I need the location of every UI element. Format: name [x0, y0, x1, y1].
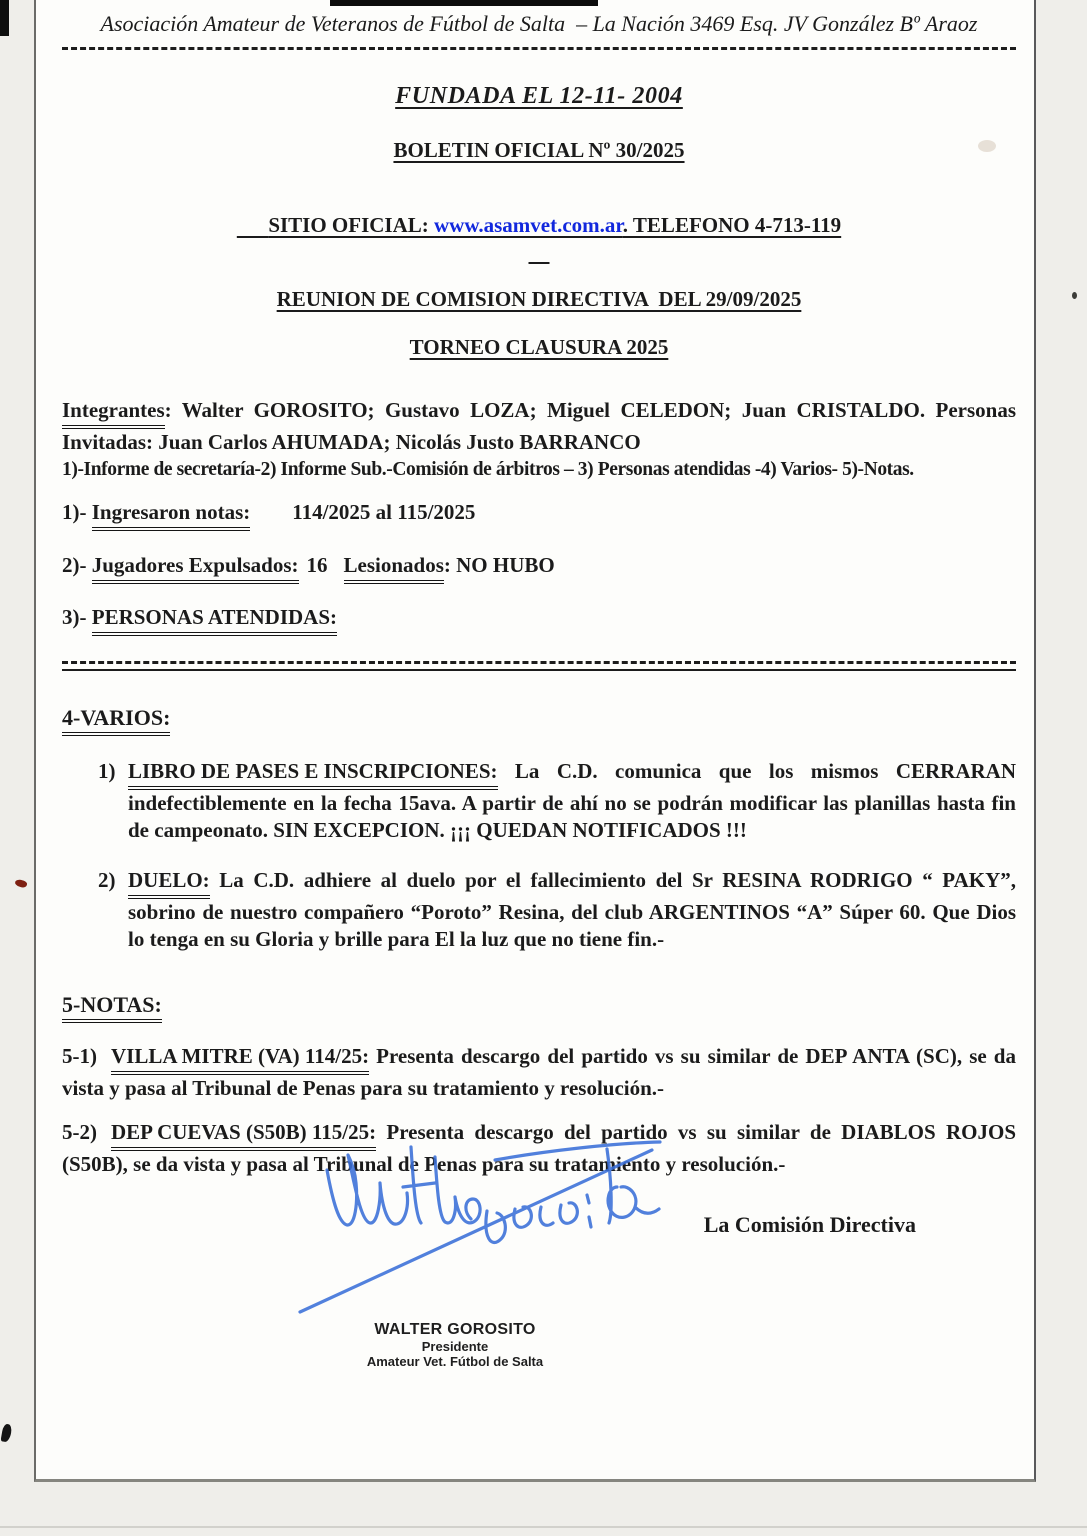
notes-received-line: 1)- Ingresaron notas: 114/2025 al 115/2025	[62, 499, 1016, 531]
injured-value: : NO HUBO	[443, 553, 555, 577]
nota-item-2	[62, 1119, 1016, 1178]
item-number: 1)	[98, 759, 116, 783]
notes-received-value: 114/2025 al 115/2025	[292, 500, 476, 524]
nota-body: Presenta descargo del partido vs su similar de DEP ANTA (SC), se da vista y pasa al Tribunal de Penas para su tratamiento y resolución.-	[62, 1044, 1016, 1100]
signer-name: WALTER GOROSITO	[374, 1321, 536, 1338]
section-divider	[62, 661, 1016, 671]
scan-artifact-smudge	[978, 140, 996, 152]
page-sheet	[34, 0, 1036, 1482]
bulletin-heading: BOLETIN OFICIAL Nº 30/2025	[393, 138, 685, 162]
tournament-heading: TORNEO CLAUSURA 2025	[409, 335, 669, 359]
scan-artifact-corner	[0, 0, 9, 36]
meeting-heading: REUNION DE COMISION DIRECTIVA DEL 29/09/2025	[276, 287, 802, 311]
scan-artifact-bottom-line	[0, 1526, 1087, 1528]
nota-title: DEP CUEVAS (S50B) 115/25:	[111, 1119, 376, 1151]
members-label: Integrantes	[62, 397, 165, 429]
item-title: DUELO:	[128, 867, 210, 899]
expelled-line: 2)- Jugadores Expulsados: 16 Lesionados: NO HUBO	[62, 552, 1016, 584]
header-divider	[62, 47, 1016, 50]
varios-item-2	[62, 867, 1016, 953]
varios-item-1	[62, 758, 1016, 844]
signer-block	[315, 1320, 595, 1369]
nota-number: 5-2)	[62, 1120, 97, 1144]
site-line	[62, 186, 1016, 264]
site-tail: . TELEFONO 4-713-119	[622, 213, 842, 237]
nota-body: Presenta descargo del partido vs su similar de DIABLOS ROJOS (S50B), se da vista y pasa al Tribunal de Penas para su tratamiento y resolución.-	[62, 1120, 1016, 1176]
varios-heading: 4-VARIOS:	[62, 704, 1016, 736]
closing-line: La Comisión Directiva	[703, 1212, 916, 1237]
agenda-line: 1)-Informe de secretaría-2) Informe Sub.-Comisión de árbitros – 3) Personas atendidas -4) Varios- 5)-Notas.	[62, 459, 914, 480]
item-number: 2)	[98, 868, 116, 892]
attended-label: PERSONAS ATENDIDAS:	[92, 604, 337, 636]
item-body: La C.D. comunica que los mismos CERRARAN indefectiblemente en la fecha 15ava. A partir de ahí no se podrán modificar las planillas hasta fin de campeonato. SIN EXCEPCION. ¡¡¡ QUEDAN NOTIFICADOS !!!	[128, 759, 1016, 842]
item-body: La C.D. adhiere al duelo por el fallecimiento del Sr RESINA RODRIGO “ PAKY”, sobrino de nuestro compañero “Poroto” Resina, del club ARGENTINOS “A” Súper 60. Que Dios lo tenga en su Gloria y brille para El la luz que no tiene fin.-	[128, 868, 1016, 951]
scan-artifact-left-mark	[1, 1423, 13, 1442]
attended-line: 3)- PERSONAS ATENDIDAS:	[62, 604, 1016, 636]
site-label: SITIO OFICIAL:	[268, 213, 435, 237]
masthead-line: Asociación Amateur de Veteranos de Fútbol de Salta – La Nación 3469 Esq. JV González Bº Araoz	[100, 11, 978, 36]
founded-heading: FUNDADA EL 12-11- 2004	[395, 83, 683, 109]
item-text	[128, 758, 1016, 844]
expelled-value: 16	[306, 553, 328, 577]
item-title: LIBRO DE PASES E INSCRIPCIONES:	[128, 758, 498, 790]
notas-heading: 5-NOTAS:	[62, 991, 1016, 1023]
notes-received-label: Ingresaron notas:	[92, 499, 251, 531]
members-text: : Walter GOROSITO; Gustavo LOZA; Miguel CELEDON; Juan CRISTALDO. Personas Invitadas: Juan Carlos AHUMADA; Nicolás Justo BARRANCO	[62, 398, 1016, 454]
scan-artifact-top-bar	[330, 0, 598, 6]
site-link[interactable]: www.asamvet.com.ar	[434, 213, 623, 237]
scan-artifact-red-speck	[14, 878, 28, 888]
nota-title: VILLA MITRE (VA) 114/25:	[111, 1043, 369, 1075]
signature-area	[62, 1238, 1016, 1536]
signer-title: Presidente	[421, 1339, 489, 1354]
expelled-label: Jugadores Expulsados:	[92, 552, 299, 584]
nota-number: 5-1)	[62, 1044, 97, 1068]
item-text	[128, 867, 1016, 953]
scan-artifact-right-dot	[1072, 292, 1077, 299]
members-paragraph	[62, 397, 1016, 456]
nota-item-1	[62, 1043, 1016, 1102]
injured-label: Lesionados	[344, 552, 444, 584]
signer-org: Amateur Vet. Fútbol de Salta	[366, 1354, 544, 1369]
